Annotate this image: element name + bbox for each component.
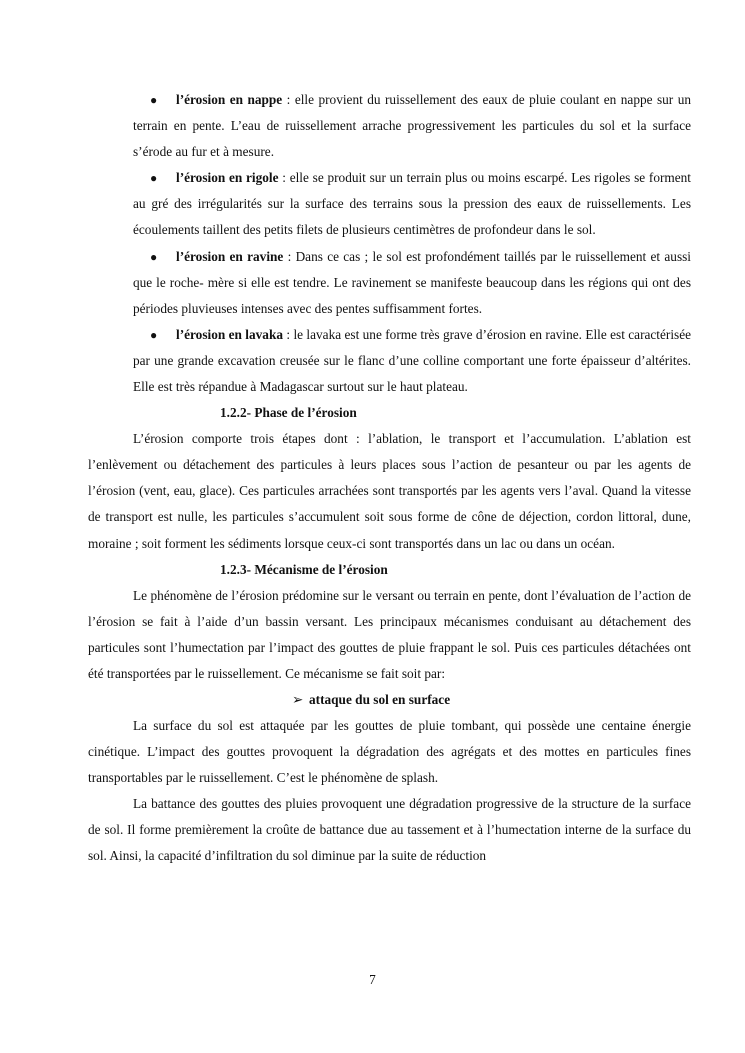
- bullet-text: : elle se produit sur un terrain plus ou moins escarpé. Les rigoles se forment au gré des irrégularités sur la surface des terrains sous la pression des eaux de ruissellements. Les écoulements taillent des petits filets de plusieurs centimètres de profondeur dans le sol.: [133, 170, 691, 238]
- section-heading-phase: 1.2.2- Phase de l’érosion: [220, 405, 357, 421]
- bullet-text: : le lavaka est une forme très grave d’érosion en ravine. Elle est caractérisée par une grande excavation creusée sur le flanc d’une colline comportant une forte épaisseur d’altérites. Elle est très répandue à Madagascar surtout sur le haut plateau.: [133, 326, 691, 395]
- bullet-term: l’érosion en nappe: [176, 92, 283, 107]
- bullet-icon: ●: [150, 171, 158, 186]
- section-heading-mecanisme: 1.2.3- Mécanisme de l’érosion: [220, 561, 388, 577]
- bullet-erosion-rigole: [133, 165, 691, 243]
- bullet-icon: ●: [150, 249, 158, 264]
- arrow-bullet-icon: ➢: [292, 691, 304, 707]
- bullet-text: : elle provient du ruissellement des eaux de pluie coulant en nappe sur un terrain en pente. L’eau de ruissellement arrache progressivement les particules du sol et la surface s’érode au fur et à mesure.: [133, 92, 691, 160]
- bullet-text: : Dans ce cas ; le sol est profondément taillés par le ruissellement et aussi que le roche- mère si elle est tendre. Le ravinement se manifeste beaucoup dans les régions qui ont des périodes pluvieuses intenses avec des pentes suffisamment fortes.: [133, 248, 691, 316]
- subheading-text: attaque du sol en surface: [309, 691, 451, 707]
- paragraph-splash: La surface du sol est attaquée par les gouttes de pluie tombant, qui possède une centaine énergie cinétique. L’impact des gouttes provoquent la dégradation des agrégats et des mottes en particules fines transportables par le ruissellement. C’est le phénomène de splash.: [88, 717, 691, 786]
- page-number: 7: [369, 972, 376, 987]
- bullet-term: l’érosion en lavaka: [176, 326, 283, 342]
- paragraph-phase: L’érosion comporte trois étapes dont : l’ablation, le transport et l’accumulation. L’ablation est l’enlèvement ou détachement des particules à leurs places sous l’action de pesanteur ou par les agents de l’érosion (vent, eau, glace). Ces particules arrachées sont transportés par les agents vers l’aval. Quand la vitesse de transport est nulle, les particules s’accumulent soit sous forme de cône de déjection, cordon littoral, dune, moraine ; soit forment les sédiments lorsque ceux-ci sont transportés dans un lac ou dans un océan.: [88, 431, 691, 551]
- subheading-attaque-surface: [292, 687, 745, 713]
- bullet-erosion-nappe: [133, 87, 691, 165]
- bullet-erosion-lavaka: [133, 322, 691, 400]
- bullet-icon: ●: [150, 327, 158, 342]
- paragraph-mecanisme: Le phénomène de l’érosion prédomine sur le versant ou terrain en pente, dont l’évaluation de l’action de l’érosion se fait à l’aide d’un bassin versant. Les principaux mécanismes conduisant au détachement des particules sont l’humectation par l’impact des gouttes de pluie frappant le sol. Puis ces particules détachées ont été transportées par le ruissellement. Ce mécanisme se fait soit par:: [88, 587, 691, 681]
- bullet-erosion-ravine: [133, 244, 691, 322]
- bullet-icon: ●: [150, 93, 158, 107]
- bullet-term: l’érosion en rigole: [176, 170, 279, 186]
- bullet-term: l’érosion en ravine: [176, 248, 284, 264]
- paragraph-battance: La battance des gouttes des pluies provoquent une dégradation progressive de la structure de la surface de sol. Il forme premièrement la croûte de battance due au tassement et à l’humectation interne de la surface du sol. Ainsi, la capacité d’infiltration du sol diminue par la suite de réduction: [88, 796, 691, 864]
